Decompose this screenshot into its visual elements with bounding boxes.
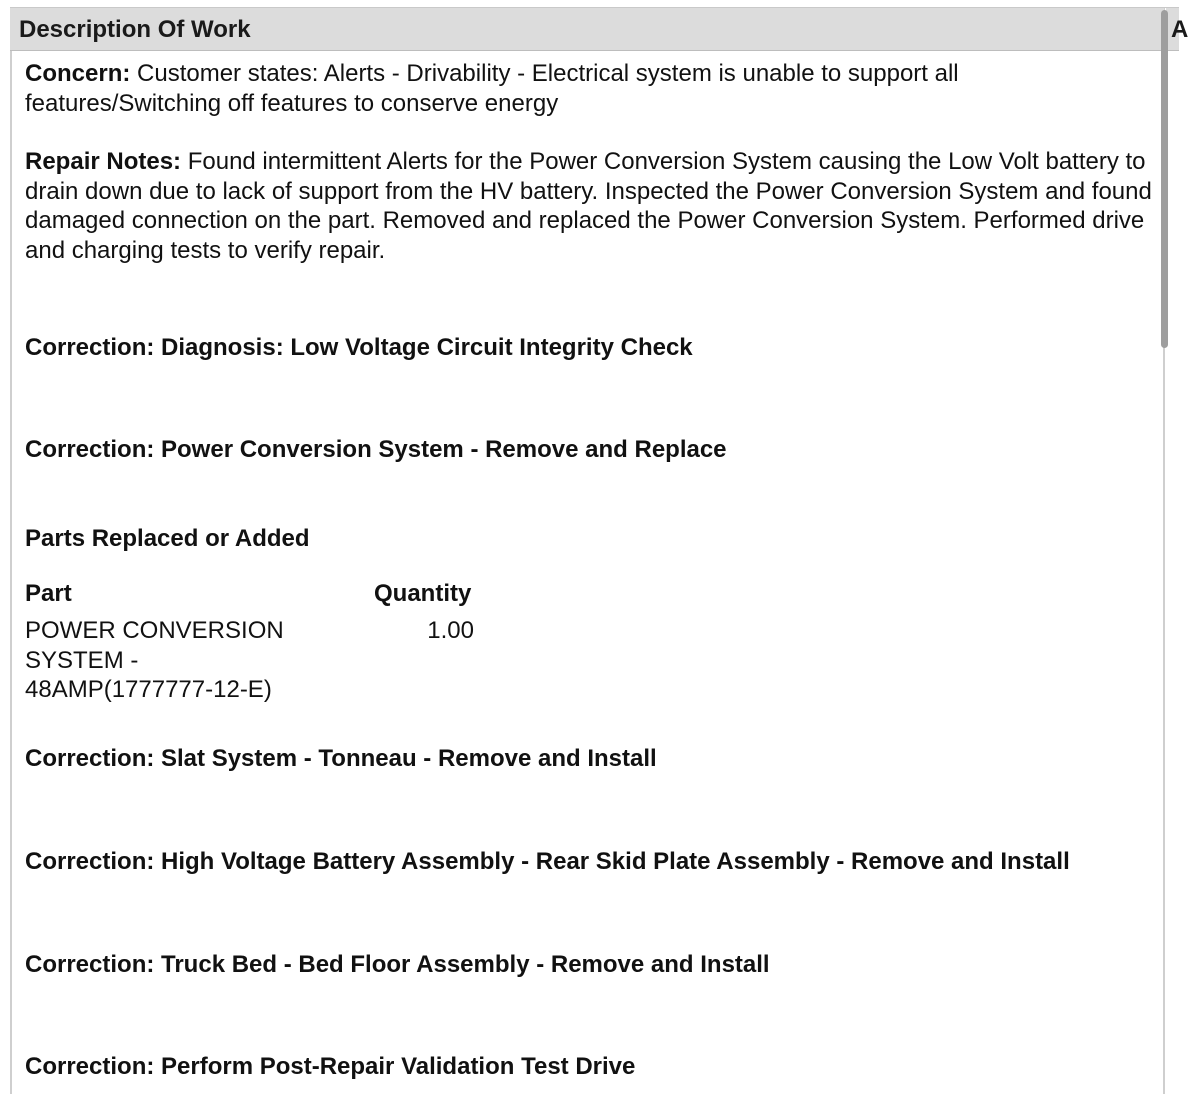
correction-power-conversion: Correction: Power Conversion System - Remove and Replace [25,436,727,463]
parts-column-part: Part [25,580,72,607]
repair-notes-label: Repair Notes: [25,148,182,175]
correction-truck-bed: Correction: Truck Bed - Bed Floor Assembly - Remove and Install [25,951,770,978]
correction-test-drive: Correction: Perform Post-Repair Validation Test Drive [25,1053,636,1080]
vertical-scrollbar[interactable] [1161,10,1168,348]
concern-text: Customer states: Alerts - Drivability - Electrical system is unable to support all features/Switching off features to conserve energy [25,60,959,117]
concern-label: Concern: [25,60,131,87]
repair-notes-text: Found intermittent Alerts for the Power Conversion System causing the Low Volt battery to drain down due to lack of support from the HV battery. Inspected the Power Conversion System and found damaged connection on the part. Removed and replaced the Power Conversion System. Performed drive and charging tests to verify repair. [25,148,1152,264]
correction-diagnosis: Correction: Diagnosis: Low Voltage Circuit Integrity Check [25,334,693,361]
correction-hv-battery-skid-plate: Correction: High Voltage Battery Assembly - Rear Skid Plate Assembly - Remove and Install [25,848,1070,875]
column-header-title: Description Of Work [19,16,251,43]
repair-notes-paragraph [25,147,1155,265]
column-header-description[interactable] [10,8,1164,51]
left-border [10,8,12,1094]
parts-heading: Parts Replaced or Added [25,525,310,552]
parts-row-quantity: 1.00 [427,617,474,644]
concern-paragraph [25,59,1155,118]
parts-row-part: POWER CONVERSION SYSTEM - 48AMP(1777777-12-E) [25,617,284,703]
parts-column-quantity: Quantity [374,580,472,607]
column-header-next-label: A [1171,16,1188,43]
correction-slat-system: Correction: Slat System - Tonneau - Remove and Install [25,745,657,772]
